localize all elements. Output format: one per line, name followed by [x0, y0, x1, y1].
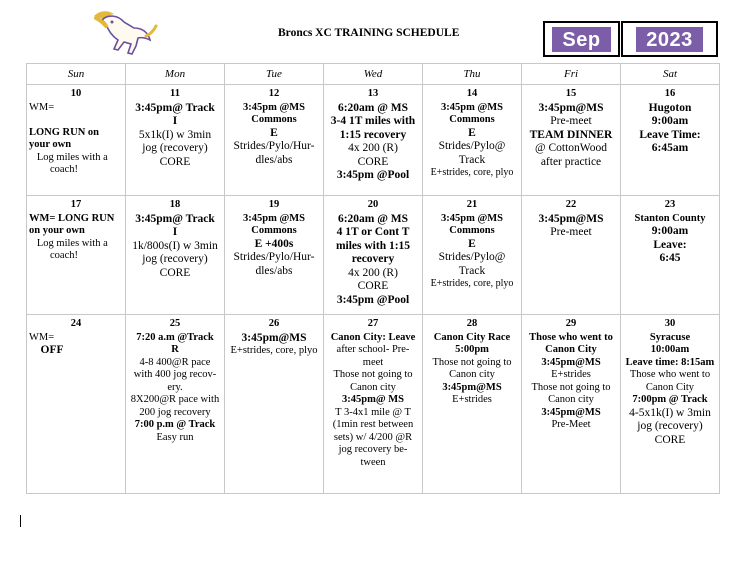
schedule-line: tween: [360, 456, 386, 468]
schedule-line: Strides/Pylo@: [438, 251, 506, 263]
day-cell: [225, 85, 324, 196]
weekday-header: Wed: [324, 64, 423, 85]
schedule-line: coach!: [29, 250, 78, 261]
schedule-line: 4-8 400@R pace: [139, 356, 211, 368]
schedule-line: on your own: [29, 225, 85, 236]
schedule-line: 1k/800s(I) w 3min: [132, 239, 218, 252]
schedule-line: your own: [29, 139, 72, 150]
schedule-line: T 3-4x1 mile @ T: [335, 406, 411, 418]
schedule-line: 3:45pm@ Track: [135, 212, 215, 225]
schedule-line: CORE: [357, 280, 389, 292]
schedule-line: WM= LONG RUN: [29, 212, 115, 224]
schedule-line: 5:00pm: [455, 344, 489, 355]
day-cell: [621, 315, 720, 494]
day-number: 24: [70, 318, 82, 329]
day-cell: [126, 315, 225, 494]
schedule-line: 3:45pm@ MS: [342, 394, 404, 405]
schedule-line: 9:00am: [651, 115, 689, 127]
day-cell: [126, 196, 225, 315]
schedule-line: R: [171, 344, 179, 355]
schedule-line: 1:15 recovery: [339, 128, 407, 141]
schedule-line: meet: [362, 356, 384, 368]
schedule-line: 3:45pm@MS: [541, 356, 601, 368]
schedule-line: 6:20am @ MS: [337, 101, 409, 114]
schedule-line: Canon City: [545, 344, 597, 355]
schedule-line: E: [468, 126, 476, 139]
day-cell: [423, 196, 522, 315]
schedule-line: 7:20 a.m @Track: [136, 331, 214, 343]
schedule-line: Pre-meet: [550, 226, 592, 238]
schedule-line: 3:45pm@MS: [538, 101, 604, 114]
schedule-line: 3:45pm @MS: [441, 212, 503, 224]
week-row: [27, 196, 720, 315]
schedule-line: Strides/Pylo/Hur-: [233, 251, 315, 263]
day-cell: [522, 315, 621, 494]
schedule-line: E+strides, core, plyo: [230, 345, 318, 356]
day-number: 10: [70, 88, 82, 99]
bronco-logo: [88, 6, 158, 58]
weekday-header: Fri: [522, 64, 621, 85]
schedule-line: Those not going to: [531, 381, 611, 393]
day-cell: [324, 196, 423, 315]
schedule-line: miles with 1:15: [335, 239, 411, 252]
schedule-line: 4x 200 (R): [348, 266, 398, 279]
schedule-line: 3:45pm @Pool: [336, 293, 410, 306]
schedule-line: 4 1T or Cont T: [336, 226, 410, 238]
schedule-line: CORE: [159, 155, 191, 168]
day-cell: [27, 196, 126, 315]
schedule-line: 3:45pm @Pool: [336, 169, 410, 181]
schedule-line: WM=: [29, 331, 55, 343]
schedule-line: jog (recovery): [142, 253, 208, 265]
schedule-line: Hugoton: [648, 101, 692, 114]
schedule-line: @ CottonWood: [535, 142, 607, 154]
schedule-line: 3:45pm @MS: [243, 101, 305, 113]
schedule-line: OFF: [29, 344, 64, 356]
day-number: 25: [169, 318, 181, 329]
schedule-line: 3:45pm@ Track: [135, 101, 215, 114]
schedule-line: Commons: [449, 225, 495, 236]
schedule-line: Canon city: [548, 394, 594, 405]
day-number: 23: [664, 199, 676, 210]
day-cell: [126, 85, 225, 196]
schedule-line: [29, 114, 123, 127]
schedule-line: 6:45: [659, 252, 681, 264]
schedule-line: 7:00 p.m @ Track: [134, 419, 216, 430]
schedule-line: E +400s: [254, 237, 294, 250]
schedule-line: Canon City Race: [433, 331, 511, 343]
year-label: 2023: [636, 27, 703, 52]
schedule-line: with 400 jog recov-: [133, 369, 217, 380]
schedule-line: CORE: [654, 433, 686, 446]
day-number: 30: [664, 318, 676, 329]
schedule-line: Canon city: [449, 369, 495, 380]
schedule-line: Leave time: 8:15am: [625, 356, 715, 368]
schedule-line: Those not going to: [333, 369, 413, 380]
day-cell: [27, 315, 126, 494]
schedule-line: jog (recovery): [637, 420, 703, 432]
schedule-line: E+strides, core, plyo: [430, 278, 514, 289]
day-number: 15: [565, 88, 577, 99]
schedule-line: after practice: [540, 155, 602, 168]
schedule-line: Log miles with a: [29, 151, 108, 163]
day-cell: [522, 85, 621, 196]
schedule-line: 5x1k(I) w 3min: [138, 128, 212, 141]
schedule-line: 6:20am @ MS: [337, 212, 409, 225]
schedule-line: Strides/Pylo@: [438, 140, 506, 152]
day-number: 12: [268, 88, 280, 99]
schedule-line: E: [270, 126, 278, 139]
week-row: [27, 315, 720, 494]
schedule-line: 3:45pm@MS: [541, 406, 601, 418]
schedule-line: 3:45pm@MS: [538, 212, 604, 225]
day-number: 11: [170, 88, 180, 99]
schedule-line: jog recovery be-: [338, 444, 408, 455]
day-cell: [522, 196, 621, 315]
schedule-line: dles/abs: [255, 153, 293, 166]
schedule-line: Those not going to: [432, 356, 512, 368]
schedule-line: recovery: [351, 253, 395, 265]
schedule-line: after school- Pre-: [336, 344, 410, 355]
month-label: Sep: [552, 27, 610, 52]
schedule-line: Canon city: [350, 381, 396, 393]
schedule-line: 200 jog recovery: [139, 406, 211, 418]
day-cell: [225, 315, 324, 494]
schedule-line: Commons: [251, 225, 297, 236]
day-number: 16: [664, 88, 676, 99]
day-number: 19: [268, 199, 280, 210]
schedule-line: 3:45pm@MS: [442, 381, 502, 393]
week-row: [27, 85, 720, 196]
schedule-line: Those who went to: [529, 331, 613, 343]
day-cell: [27, 85, 126, 196]
schedule-line: E: [468, 237, 476, 250]
schedule-line: E+strides, core, plyo: [430, 167, 514, 178]
schedule-line: Those who went to: [629, 369, 711, 380]
schedule-line: Pre-meet: [550, 115, 592, 127]
day-number: 21: [466, 199, 478, 210]
year-box: [621, 21, 718, 57]
schedule-line: Log miles with a: [29, 237, 108, 249]
schedule-line: Track: [458, 264, 486, 277]
schedule-title: Broncs XC TRAINING SCHEDULE: [278, 27, 460, 39]
schedule-line: 3:45pm @MS: [441, 101, 503, 113]
schedule-line: dles/abs: [255, 264, 293, 277]
schedule-line: Leave:: [653, 238, 687, 251]
weekday-header: Sun: [27, 64, 126, 85]
schedule-line: Track: [458, 153, 486, 166]
schedule-line: CORE: [357, 155, 389, 168]
schedule-line: 3-4 1T miles with: [330, 115, 416, 127]
schedule-line: 10:00am: [650, 344, 690, 355]
schedule-line: Commons: [449, 114, 495, 125]
schedule-line: 6:45am: [651, 142, 689, 154]
schedule-line: Canon City: Leave: [330, 331, 416, 343]
schedule-line: coach!: [29, 164, 78, 175]
schedule-line: LONG RUN on: [29, 126, 100, 138]
weekday-header: Tue: [225, 64, 324, 85]
schedule-line: Strides/Pylo/Hur-: [233, 140, 315, 152]
schedule-line: (1min rest between: [332, 419, 414, 430]
day-number: 14: [466, 88, 478, 99]
schedule-line: 8X200@R pace with: [130, 394, 220, 405]
schedule-line: Easy run: [156, 431, 194, 443]
schedule-line: E+strides: [551, 369, 591, 380]
schedule-line: CORE: [159, 266, 191, 279]
schedule-line: 7:00pm @ Track: [632, 394, 708, 405]
schedule-line: Leave Time:: [639, 128, 701, 141]
weekday-header: Mon: [126, 64, 225, 85]
schedule-line: Stanton County: [634, 212, 706, 224]
day-cell: [423, 315, 522, 494]
day-number: 17: [70, 199, 82, 210]
schedule-line: 9:00am: [651, 225, 689, 237]
day-number: 26: [268, 318, 280, 329]
day-number: 18: [169, 199, 181, 210]
schedule-line: Canon City: [645, 381, 695, 393]
weekday-header-row: [27, 64, 720, 85]
day-cell: [423, 85, 522, 196]
day-number: 28: [466, 318, 478, 329]
day-number: 29: [565, 318, 577, 329]
day-cell: [225, 196, 324, 315]
day-cell: [324, 315, 423, 494]
schedule-line: 3:45pm @MS: [243, 212, 305, 224]
schedule-line: E+strides: [452, 394, 492, 405]
schedule-line: jog (recovery): [142, 142, 208, 154]
schedule-line: 4x 200 (R): [348, 142, 398, 154]
schedule-line: I: [172, 115, 178, 127]
schedule-line: 3:45pm@MS: [241, 331, 307, 344]
day-cell: [621, 196, 720, 315]
schedule-line: I: [172, 226, 178, 238]
schedule-line: sets) w/ 4/200 @R: [333, 431, 413, 443]
weekday-header: Sat: [621, 64, 720, 85]
day-number: 13: [367, 88, 379, 99]
schedule-line: Pre-Meet: [551, 419, 591, 430]
schedule-line: WM=: [29, 101, 55, 113]
day-number: 22: [565, 199, 577, 210]
month-box: [543, 21, 620, 57]
day-number: 20: [367, 199, 379, 210]
schedule-line: Syracuse: [649, 331, 691, 343]
calendar-table: [26, 63, 720, 494]
schedule-line: 4-5x1k(I) w 3min: [629, 406, 711, 419]
schedule-line: ery.: [167, 381, 183, 393]
weekday-header: Thu: [423, 64, 522, 85]
text-cursor: [20, 515, 21, 527]
day-cell: [324, 85, 423, 196]
day-cell: [621, 85, 720, 196]
schedule-line: TEAM DINNER: [529, 128, 613, 141]
day-number: 27: [367, 318, 379, 329]
schedule-line: Commons: [251, 114, 297, 125]
